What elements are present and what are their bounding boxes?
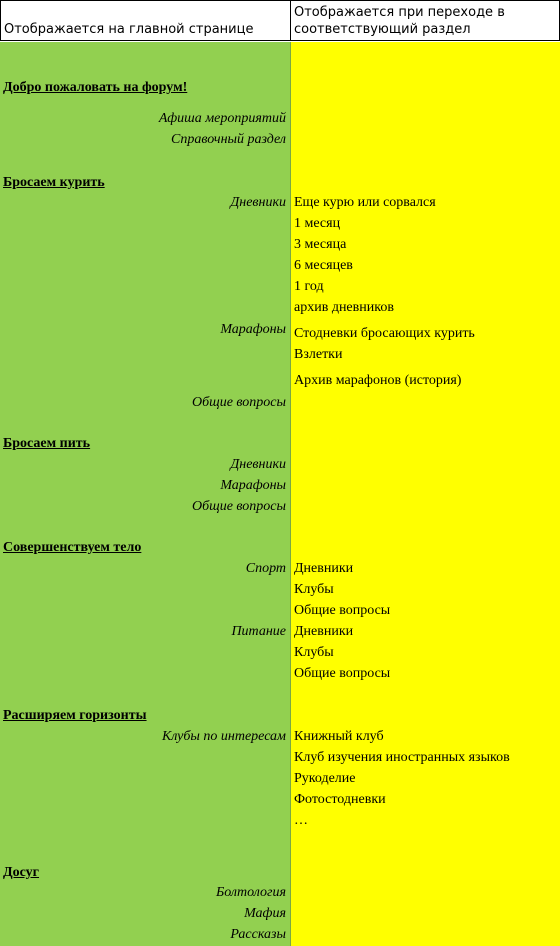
topic-item: Взлетки [294,347,343,362]
section-heading: Досуг [3,865,40,880]
subsection-label: Марафоны [220,322,286,337]
subsection-label: Общие вопросы [191,499,286,514]
section-heading: Бросаем курить [3,175,105,190]
topic-item: Стодневки бросающих курить [294,326,475,341]
topic-item: Клубы [294,582,334,597]
topic-item: Дневники [294,561,354,576]
subsection-label: Рассказы [230,927,286,942]
section-page-column [291,42,560,946]
header-main-page [0,0,291,41]
topic-item: Книжный клуб [294,729,384,744]
subsection-label: Питание [231,624,286,639]
subsection-label: Болтология [215,885,286,900]
section-heading: Добро пожаловать на форум! [3,80,188,95]
topic-item: Клуб изучения иностранных языков [294,750,510,765]
header-main-page-text: Отображается на главной странице [4,22,254,37]
topic-item: 1 год [294,279,324,294]
topic-item: Общие вопросы [294,603,391,618]
subsection-label: Мафия [244,906,286,921]
subsection-label: Марафоны [220,478,286,493]
topic-item: Дневники [294,624,354,639]
topic-item: Клубы [294,645,334,660]
section-heading: Бросаем пить [3,436,91,451]
header-section-page [290,0,560,41]
subsection-label: Общие вопросы [191,395,286,410]
subsection-label: Афиша мероприятий [158,111,286,126]
topic-item: Общие вопросы [294,666,391,681]
subsection-label: Дневники [230,457,286,472]
topic-item: архив дневников [294,300,394,315]
topic-item: Еще курю или сорвался [294,195,436,210]
section-heading: Совершенствуем тело [3,540,142,555]
subsection-label: Спорт [245,561,286,576]
topic-item: 6 месяцев [294,258,353,273]
topic-item: Фотостодневки [294,792,386,807]
topic-item: 1 месяц [294,216,341,231]
topic-item: 3 месяца [294,237,347,252]
topic-item: Рукоделие [294,771,356,786]
subsection-label: Дневники [230,195,286,210]
subsection-label: Клубы по интересам [161,729,286,744]
section-heading: Расширяем горизонты [3,708,147,723]
topic-item: … [294,813,308,828]
topic-item: Архив марафонов (история) [294,373,462,388]
subsection-label: Справочный раздел [171,132,286,147]
header-section-page-text: Отображается при переходе в соответствующий раздел [294,5,505,37]
